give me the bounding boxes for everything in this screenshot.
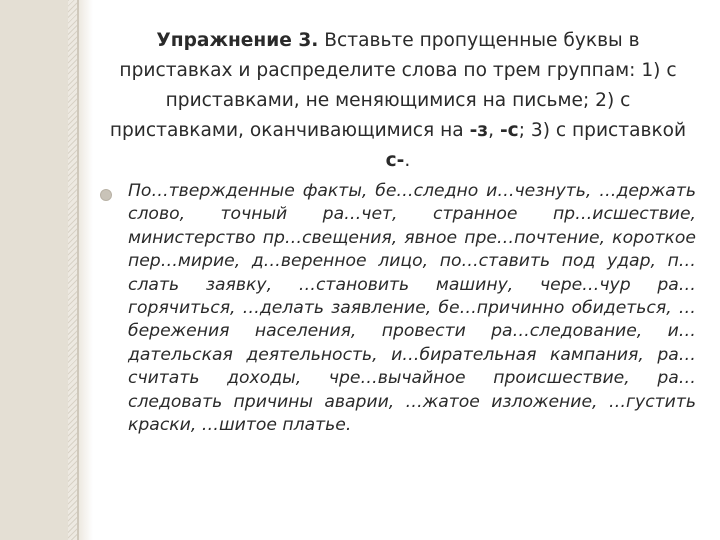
heading-letters: -з [469,120,489,141]
exercise-title: Упражнение 3. [156,30,319,51]
exercise-text: По…твержденные факты, бе…следно и…чезнуть, …держать слово, точный ра…чет, странное пр…исшествие, министерство пр…свещения, явное пре…почтение, короткое пер…мирие, д…веренное лицо, по…ставить под удар, п…слать заявку, …становить машину, чере…чур ра…горячиться, …делать заявление, бе…причинно обидеться, …бережения населения, провести ра…следование, и…дательская деятельность, и…бирательная кампания, ра…считать доходы, чре…вычайное происшествие, ра…следовать причины аварии, …жатое изложение, …густить краски, …шитое платье. [128,181,696,436]
decorative-side-band [0,0,68,540]
bullet-icon [100,189,112,201]
heading-letters: с- [385,150,405,171]
exercise-heading [100,26,696,176]
exercise-list-item [100,180,696,437]
heading-text-part: , [488,120,500,141]
heading-text-part: . [404,150,411,171]
heading-text-part: Вставьте пропущенные буквы в приставках и распределите слова по трем группам: 1) с приставками, не меняющимися на письме; 2) с приставками, оканчивающимися на [109,30,677,141]
heading-text-part: ; 3) с приставкой [518,120,687,141]
decorative-fade [79,0,93,540]
slide-content [100,26,696,437]
heading-letters: -с [499,120,519,141]
